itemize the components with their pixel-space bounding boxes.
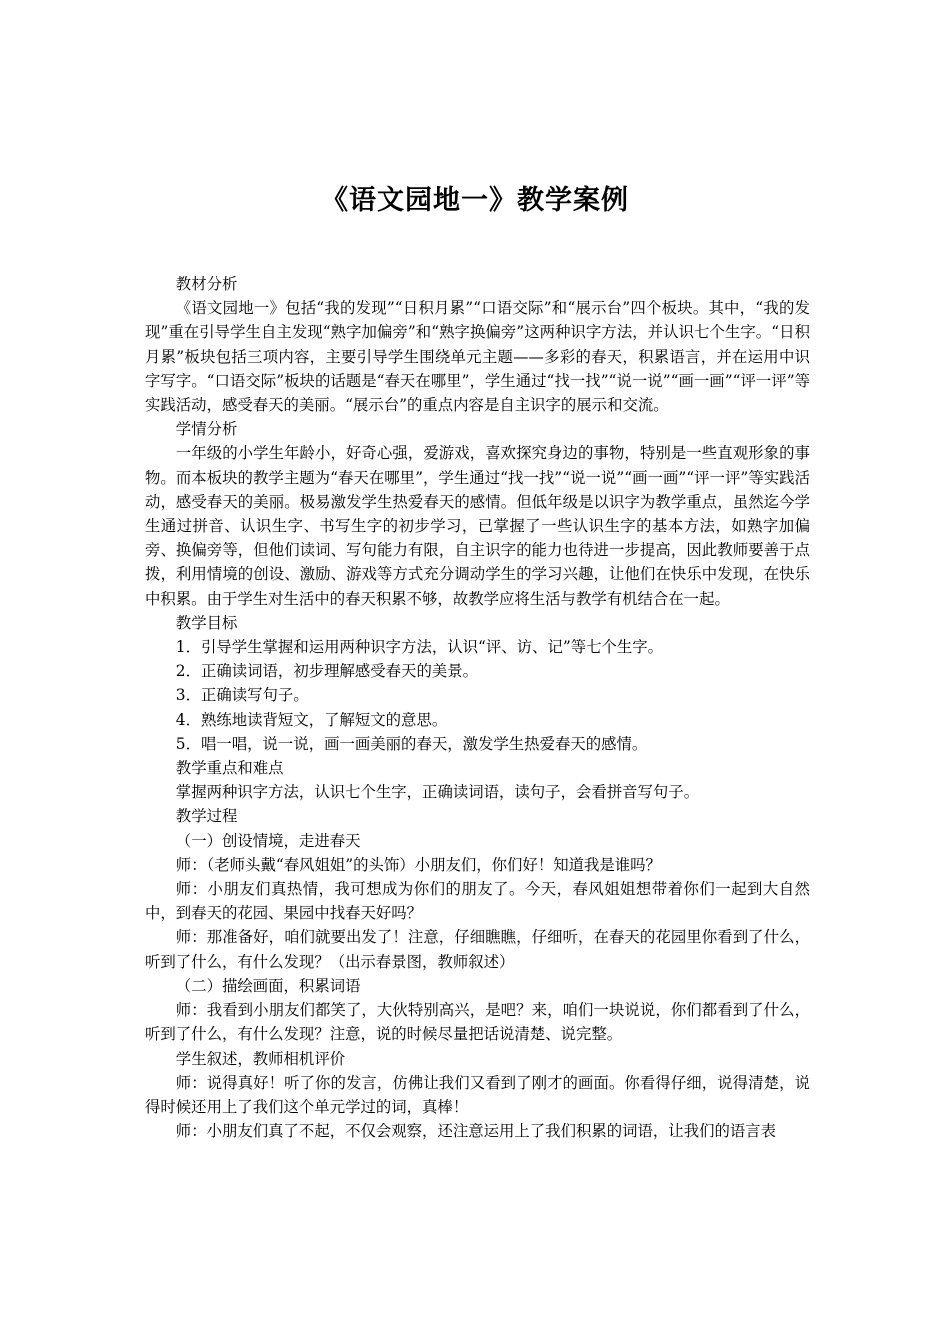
section-heading: （一）创设情境，走进春天 [175,831,361,850]
paragraph: 一年级的小学生年龄小，好奇心强，爱游戏，喜欢探究身边的事物，特别是一些直观形象的事物。而本板块的教学主题为“春天在哪里”，学生通过“找一找”“说一说”“画一画”“评一评”等实践活动，感受春天的美丽。极易激发学生热爱春天的感情。但低年级是以识字为教学重点，虽然迄今学生通过拼音、认识生字、书写生字的初步学习，已掌握了一些认识生字的基本方法，如熟字加偏旁、换偏旁等，但他们读词、写句能力有限，自主识字的能力也待进一步提高，因此教师要善于点拨，利用情境的创设、激励、游戏等方式充分调动学生的学习兴趣，让他们在快乐中发现，在快乐中积累。由于学生对生活中的春天积累不够，故教学应将生活与教学有机结合在一起。 [145,444,810,608]
paragraph: 掌握两种识字方法，认识七个生字，正确读词语，读句子，会看拼音写句子。 [175,783,700,802]
paragraph: 师：小朋友们真了不起，不仅会观察，还注意运用上了我们积累的词语，让我们的语言表 [175,1122,777,1141]
goal-item: 4．熟练地读背短文，了解短文的意思。 [175,710,448,729]
goal-item: 5．唱一唱，说一说，画一画美丽的春天，激发学生热爱春天的感情。 [175,734,648,753]
page-title: 《语文园地一》教学案例 [321,185,629,216]
paragraph: 《语文园地一》包括“我的发现”“日积月累”“口语交际”和“展示台”四个板块。其中，“我的发现”重在引导学生自主发现“熟字加偏旁”和“熟字换偏旁”这两种识字方法，并认识七个生字。“日积月累”板块包括三项内容，主要引导学生围绕单元主题——多彩的春天，积累语言，并在运用中识字写字。“口语交际”板块的话题是“春天在哪里”，学生通过“找一找”“说一说”“画一画”“评一评”等实践活动，感受春天的美丽。“展示台”的重点内容是自主识字的展示和交流。 [145,299,810,415]
document-body [145,272,810,1143]
paragraph: 师：那准备好，咱们就要出发了！注意，仔细瞧瞧，仔细听，在春天的花园里你看到了什么，听到了什么，有什么发现？（出示春景图，教师叙述） [145,928,810,971]
paragraph: 师：（老师头戴“春风姐姐”的头饰）小朋友们，你们好！知道我是谁吗？ [175,855,661,874]
paragraph: 师：小朋友们真热情，我可想成为你们的朋友了。今天，春风姐姐想带着你们一起到大自然中，到春天的花园、果园中找春天好吗？ [145,880,810,923]
heading-teaching-process: 教学过程 [175,807,238,826]
heading-key-points: 教学重点和难点 [175,759,284,778]
section-heading: （二）描绘画面，积累词语 [175,976,361,995]
heading-student-analysis: 学情分析 [175,420,238,439]
goal-item: 2．正确读词语，初步理解感受春天的美景。 [175,662,479,681]
goal-item: 1．引导学生掌握和运用两种识字方法，认识“评、访、记”等七个生字。 [175,638,664,657]
heading-textbook-analysis: 教材分析 [175,275,238,293]
paragraph: 师：我看到小朋友们都笑了，大伙特别高兴，是吧？来，咱们一块说说，你们都看到了什么，听到了什么，有什么发现？注意，说的时候尽量把话说清楚、说完整。 [145,1001,810,1044]
goal-item: 3．正确读写句子。 [175,686,309,705]
paragraph: 师：说得真好！听了你的发言，仿佛让我们又看到了刚才的画面。你看得仔细，说得清楚，说得时候还用上了我们这个单元学过的词，真棒！ [145,1073,810,1116]
heading-teaching-goals: 教学目标 [175,613,238,632]
paragraph: 学生叙述，教师相机评价 [175,1049,346,1068]
